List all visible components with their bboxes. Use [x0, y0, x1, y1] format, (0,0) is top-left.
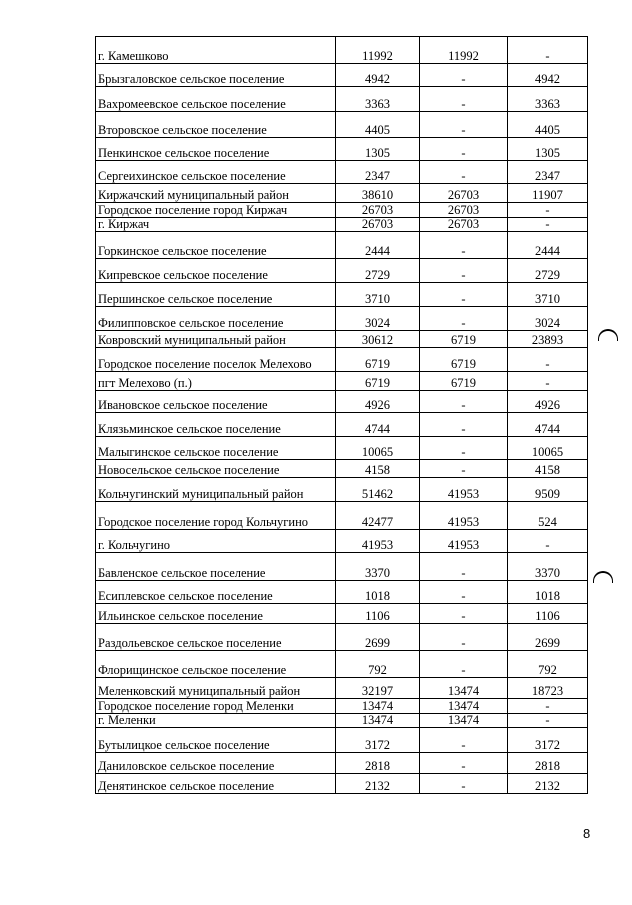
urban-population: - [420, 753, 508, 774]
total-population: 30612 [336, 331, 420, 348]
rural-population: 1305 [508, 138, 588, 161]
total-population: 32197 [336, 678, 420, 699]
table-row [96, 348, 588, 372]
rural-population: - [508, 348, 588, 372]
table-row [96, 138, 588, 161]
urban-population: - [420, 112, 508, 138]
urban-population: - [420, 651, 508, 678]
settlement-name: Городское поселение город Меленки [96, 699, 336, 714]
total-population: 51462 [336, 478, 420, 502]
urban-population: 26703 [420, 203, 508, 218]
total-population: 3024 [336, 307, 420, 331]
settlement-name: Горкинское сельское поселение [96, 232, 336, 259]
urban-population: 6719 [420, 348, 508, 372]
total-population: 42477 [336, 502, 420, 530]
page-number: 8 [583, 826, 591, 841]
table-row [96, 728, 588, 753]
table-row [96, 714, 588, 728]
settlement-name: Кипревское сельское поселение [96, 259, 336, 283]
urban-population: - [420, 460, 508, 478]
urban-population: 26703 [420, 184, 508, 203]
rural-population: 2347 [508, 161, 588, 184]
settlement-name: г. Киржач [96, 218, 336, 232]
total-population: 4158 [336, 460, 420, 478]
urban-population: - [420, 64, 508, 87]
rural-population: 3172 [508, 728, 588, 753]
table-row [96, 478, 588, 502]
urban-population: - [420, 232, 508, 259]
urban-population: 13474 [420, 678, 508, 699]
table-row [96, 753, 588, 774]
margin-mark [598, 329, 618, 341]
settlement-name: Городское поселение поселок Мелехово [96, 348, 336, 372]
rural-population: 10065 [508, 437, 588, 460]
table-row [96, 161, 588, 184]
settlement-name: г. Кольчугино [96, 530, 336, 553]
total-population: 38610 [336, 184, 420, 203]
table-row [96, 184, 588, 203]
table-row [96, 391, 588, 413]
rural-population: 4158 [508, 460, 588, 478]
rural-population: 3370 [508, 553, 588, 581]
table-row [96, 372, 588, 391]
table-row [96, 437, 588, 460]
total-population: 2729 [336, 259, 420, 283]
table-row [96, 413, 588, 437]
urban-population: 6719 [420, 331, 508, 348]
total-population: 13474 [336, 714, 420, 728]
rural-population: 18723 [508, 678, 588, 699]
rural-population: 2818 [508, 753, 588, 774]
table-row [96, 651, 588, 678]
settlement-name: Городское поселение город Киржач [96, 203, 336, 218]
settlement-name: Меленковский муниципальный район [96, 678, 336, 699]
settlement-name: Кольчугинский муниципальный район [96, 478, 336, 502]
rural-population: 4405 [508, 112, 588, 138]
settlement-name: Вахромеевское сельское поселение [96, 87, 336, 112]
total-population: 13474 [336, 699, 420, 714]
settlement-name: Киржачский муниципальный район [96, 184, 336, 203]
urban-population: - [420, 624, 508, 651]
urban-population: 41953 [420, 530, 508, 553]
urban-population: 13474 [420, 714, 508, 728]
margin-mark [593, 571, 613, 583]
total-population: 4942 [336, 64, 420, 87]
urban-population: - [420, 581, 508, 604]
total-population: 26703 [336, 218, 420, 232]
rural-population: 2729 [508, 259, 588, 283]
total-population: 792 [336, 651, 420, 678]
rural-population: 3710 [508, 283, 588, 307]
urban-population: 41953 [420, 502, 508, 530]
total-population: 4926 [336, 391, 420, 413]
settlement-name: Бавленское сельское поселение [96, 553, 336, 581]
rural-population: 23893 [508, 331, 588, 348]
table-row [96, 259, 588, 283]
settlement-name: Денятинское сельское поселение [96, 774, 336, 794]
settlement-name: Городское поселение город Кольчугино [96, 502, 336, 530]
rural-population: 524 [508, 502, 588, 530]
table-row [96, 307, 588, 331]
table-row [96, 218, 588, 232]
total-population: 1305 [336, 138, 420, 161]
total-population: 2132 [336, 774, 420, 794]
table-row [96, 37, 588, 64]
rural-population: - [508, 699, 588, 714]
rural-population: 4926 [508, 391, 588, 413]
settlement-name: Второвское сельское поселение [96, 112, 336, 138]
rural-population: 2132 [508, 774, 588, 794]
table-row [96, 581, 588, 604]
settlement-name: Бутылицкое сельское поселение [96, 728, 336, 753]
total-population: 3710 [336, 283, 420, 307]
rural-population: 792 [508, 651, 588, 678]
urban-population: - [420, 413, 508, 437]
urban-population: - [420, 391, 508, 413]
rural-population: 2699 [508, 624, 588, 651]
urban-population: - [420, 259, 508, 283]
rural-population: - [508, 37, 588, 64]
total-population: 1018 [336, 581, 420, 604]
total-population: 2818 [336, 753, 420, 774]
rural-population: - [508, 530, 588, 553]
total-population: 2699 [336, 624, 420, 651]
urban-population: 41953 [420, 478, 508, 502]
urban-population: - [420, 283, 508, 307]
total-population: 2347 [336, 161, 420, 184]
table-row [96, 460, 588, 478]
table-row [96, 232, 588, 259]
total-population: 6719 [336, 348, 420, 372]
total-population: 3363 [336, 87, 420, 112]
rural-population: 11907 [508, 184, 588, 203]
rural-population: 9509 [508, 478, 588, 502]
total-population: 3172 [336, 728, 420, 753]
settlement-name: Сергеихинское сельское поселение [96, 161, 336, 184]
table-row [96, 699, 588, 714]
total-population: 41953 [336, 530, 420, 553]
rural-population: - [508, 714, 588, 728]
urban-population: - [420, 307, 508, 331]
table-row [96, 624, 588, 651]
rural-population: 3024 [508, 307, 588, 331]
table-row [96, 203, 588, 218]
urban-population: - [420, 87, 508, 112]
table-row [96, 678, 588, 699]
rural-population: 2444 [508, 232, 588, 259]
rural-population: 3363 [508, 87, 588, 112]
settlement-name: пгт Мелехово (п.) [96, 372, 336, 391]
total-population: 3370 [336, 553, 420, 581]
settlement-name: г. Меленки [96, 714, 336, 728]
table-row [96, 502, 588, 530]
population-table [95, 36, 588, 794]
rural-population: 4744 [508, 413, 588, 437]
urban-population: - [420, 604, 508, 624]
settlement-name: Даниловское сельское поселение [96, 753, 336, 774]
settlement-name: Пенкинское сельское поселение [96, 138, 336, 161]
urban-population: - [420, 437, 508, 460]
table-row [96, 530, 588, 553]
settlement-name: Флорищинское сельское поселение [96, 651, 336, 678]
rural-population: 1018 [508, 581, 588, 604]
total-population: 26703 [336, 203, 420, 218]
settlement-name: Клязьминское сельское поселение [96, 413, 336, 437]
urban-population: - [420, 553, 508, 581]
settlement-name: Есиплевское сельское поселение [96, 581, 336, 604]
urban-population: - [420, 161, 508, 184]
settlement-name: Новосельское сельское поселение [96, 460, 336, 478]
rural-population: - [508, 372, 588, 391]
total-population: 11992 [336, 37, 420, 64]
settlement-name: Ивановское сельское поселение [96, 391, 336, 413]
urban-population: 6719 [420, 372, 508, 391]
table-row [96, 604, 588, 624]
urban-population: - [420, 774, 508, 794]
rural-population: - [508, 203, 588, 218]
total-population: 10065 [336, 437, 420, 460]
total-population: 2444 [336, 232, 420, 259]
settlement-name: Брызгаловское сельское поселение [96, 64, 336, 87]
settlement-name: Раздольевское сельское поселение [96, 624, 336, 651]
urban-population: 11992 [420, 37, 508, 64]
urban-population: - [420, 728, 508, 753]
urban-population: 13474 [420, 699, 508, 714]
rural-population: 4942 [508, 64, 588, 87]
table-row [96, 331, 588, 348]
settlement-name: Филипповское сельское поселение [96, 307, 336, 331]
urban-population: - [420, 138, 508, 161]
total-population: 1106 [336, 604, 420, 624]
table-row [96, 774, 588, 794]
settlement-name: Першинское сельское поселение [96, 283, 336, 307]
rural-population: 1106 [508, 604, 588, 624]
table-row [96, 553, 588, 581]
settlement-name: Малыгинское сельское поселение [96, 437, 336, 460]
settlement-name: г. Камешково [96, 37, 336, 64]
table-row [96, 64, 588, 87]
urban-population: 26703 [420, 218, 508, 232]
total-population: 6719 [336, 372, 420, 391]
total-population: 4744 [336, 413, 420, 437]
table-row [96, 283, 588, 307]
table-row [96, 112, 588, 138]
table-row [96, 87, 588, 112]
settlement-name: Ильинское сельское поселение [96, 604, 336, 624]
settlement-name: Ковровский муниципальный район [96, 331, 336, 348]
total-population: 4405 [336, 112, 420, 138]
rural-population: - [508, 218, 588, 232]
